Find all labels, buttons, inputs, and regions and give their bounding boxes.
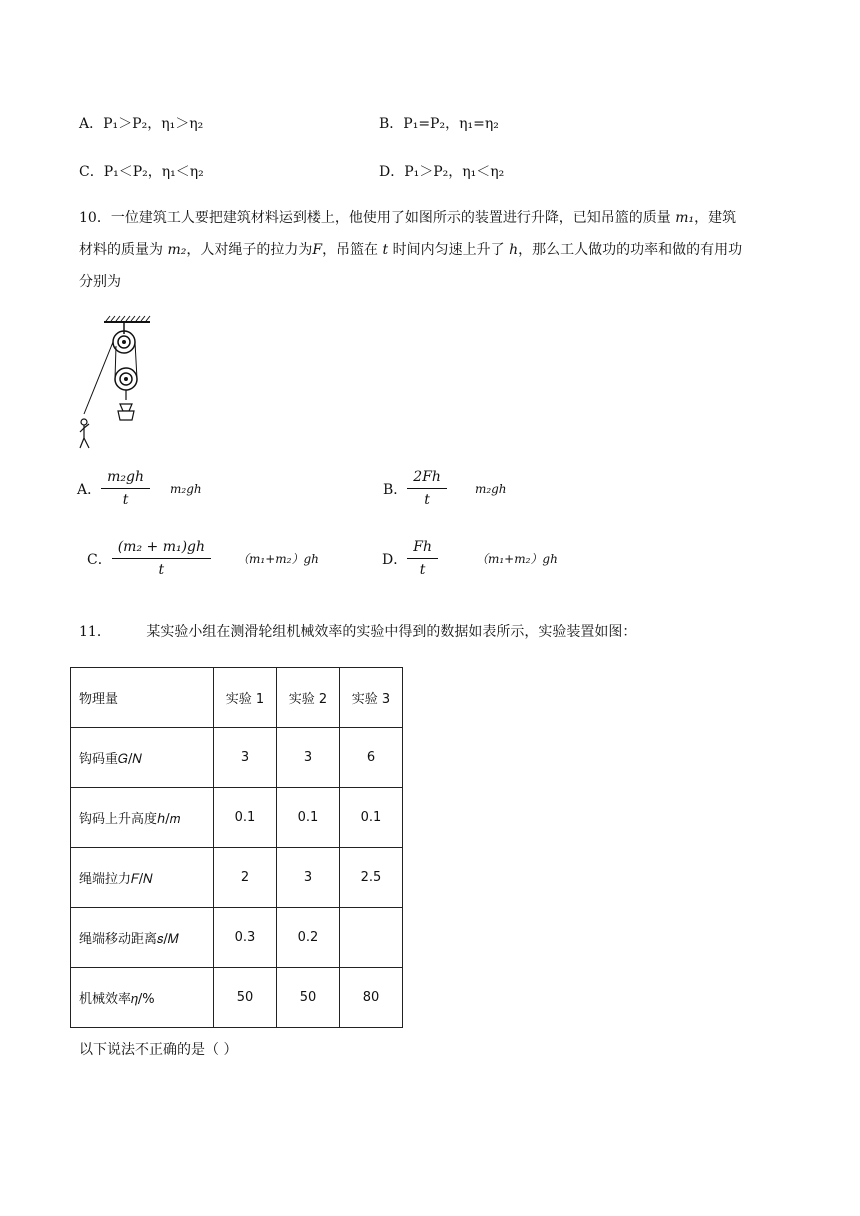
table-header-row — [71, 668, 403, 728]
stem-text: ，人对绳子的拉力为 — [186, 242, 313, 258]
option-text: P₁＜P₂，η₁＜η₂ — [103, 164, 204, 180]
table-cell: 3 — [277, 848, 340, 908]
table-cell: 50 — [214, 968, 277, 1028]
row-label: 钩码上升高度ℎ/𝑚 — [71, 788, 214, 848]
table-header-cell: 实验 2 — [277, 668, 340, 728]
option-letter: A． — [79, 116, 104, 132]
table-row — [71, 788, 403, 848]
option-letter: D． — [382, 551, 408, 568]
denominator: t — [424, 492, 430, 508]
stem-var: t — [382, 242, 389, 258]
option-tail: （m₁+m₂）gh — [475, 552, 558, 566]
option-tail: m₂gh — [474, 481, 507, 496]
stem-var: m₂ — [167, 242, 187, 258]
q10-stem-line2 — [79, 234, 789, 266]
table-cell: 3 — [214, 728, 277, 788]
denominator: t — [158, 562, 165, 578]
stem-text: 材料的质量为 — [79, 242, 163, 258]
stem-text: 时间内匀速上升了 — [392, 242, 505, 258]
stem-text: 10．一位建筑工人要把建筑材料运到楼上，他使用了如图所示的装置进行升降，已知吊篮的质量 — [79, 210, 671, 226]
numerator: 2Fh — [407, 468, 447, 489]
option-text: P₁=P₂，η₁=η₂ — [403, 116, 499, 132]
table-cell: 50 — [277, 968, 340, 1028]
stem-text: ，吊篮在 — [322, 242, 379, 258]
option-letter: A． — [77, 481, 102, 498]
table-cell: 2 — [214, 848, 277, 908]
q10-option-c — [87, 538, 319, 579]
table-row — [71, 968, 403, 1028]
q10-stem — [79, 202, 789, 298]
row-label: 机械效率𝜂/% — [71, 968, 214, 1028]
table-cell: 80 — [340, 968, 403, 1028]
option-text: P₁＞P₂，η₁＞η₂ — [103, 116, 204, 132]
experiment-data-table — [70, 667, 403, 1028]
q10-option-b — [383, 468, 507, 509]
option-letter: B． — [383, 481, 408, 498]
q11-stem: 11． 某实验小组在测滑轮组机械效率的实验中得到的数据如表所示，实验装置如图： — [79, 624, 637, 640]
stem-var: F — [312, 242, 323, 258]
denominator: t — [122, 492, 129, 508]
table-row — [71, 908, 403, 968]
table-cell: 3 — [277, 728, 340, 788]
table-row — [71, 848, 403, 908]
stem-text: ，那么工人做功的功率和做的有用功 — [518, 242, 743, 258]
table-cell: 0.1 — [340, 788, 403, 848]
table-cell — [340, 908, 403, 968]
formula-fraction — [101, 468, 150, 509]
stem-var: m₁ — [675, 210, 695, 226]
table-header-cell: 实验 1 — [214, 668, 277, 728]
option-text: P₁＞P₂，η₁＜η₂ — [404, 164, 505, 180]
pulley-diagram — [76, 314, 156, 454]
row-label: 绳端拉力𝐹/𝑁 — [71, 848, 214, 908]
q10-option-d — [382, 538, 558, 579]
numerator: (m₂ + m₁)gh — [112, 538, 211, 559]
table-row — [71, 728, 403, 788]
option-letter: C． — [79, 164, 104, 180]
numerator: Fh — [407, 538, 438, 559]
option-letter: D． — [379, 164, 405, 180]
numerator: m₂gh — [101, 468, 150, 489]
denominator: t — [419, 562, 426, 578]
table-cell: 0.1 — [277, 788, 340, 848]
ceiling-hatching — [106, 316, 150, 321]
table-cell: 0.3 — [214, 908, 277, 968]
formula-fraction — [407, 538, 438, 579]
pull-rope — [84, 342, 113, 414]
row-label: 绳端移动距离𝑠/𝑀 — [71, 908, 214, 968]
stem-var: h — [509, 242, 519, 258]
row-label: 钩码重𝐺/𝑁 — [71, 728, 214, 788]
worker-figure — [80, 419, 89, 448]
basket — [120, 404, 132, 411]
q9-option-d — [379, 161, 504, 181]
table-header-cell: 物理量 — [71, 668, 214, 728]
q10-option-a — [77, 468, 202, 509]
table-cell: 0.2 — [277, 908, 340, 968]
option-tail: （m₁+m₂）gh — [237, 552, 319, 566]
table-cell: 2.5 — [340, 848, 403, 908]
q9-option-b — [379, 113, 499, 133]
q9-option-a — [79, 113, 203, 133]
option-letter: B． — [379, 116, 404, 132]
stem-text: ，建筑 — [694, 210, 737, 226]
q9-option-c — [79, 161, 204, 181]
formula-fraction — [407, 468, 447, 509]
option-letter: C． — [87, 551, 112, 568]
formula-fraction — [112, 538, 211, 579]
q10-stem-line3 — [79, 266, 789, 298]
q11-footer: 以下说法不正确的是（ ） — [79, 1042, 238, 1058]
table-cell: 0.1 — [214, 788, 277, 848]
stem-text: 分别为 — [79, 274, 121, 290]
option-tail: m₂gh — [170, 481, 202, 496]
table-header-cell: 实验 3 — [340, 668, 403, 728]
table-cell: 6 — [340, 728, 403, 788]
q10-stem-line1 — [79, 202, 789, 234]
